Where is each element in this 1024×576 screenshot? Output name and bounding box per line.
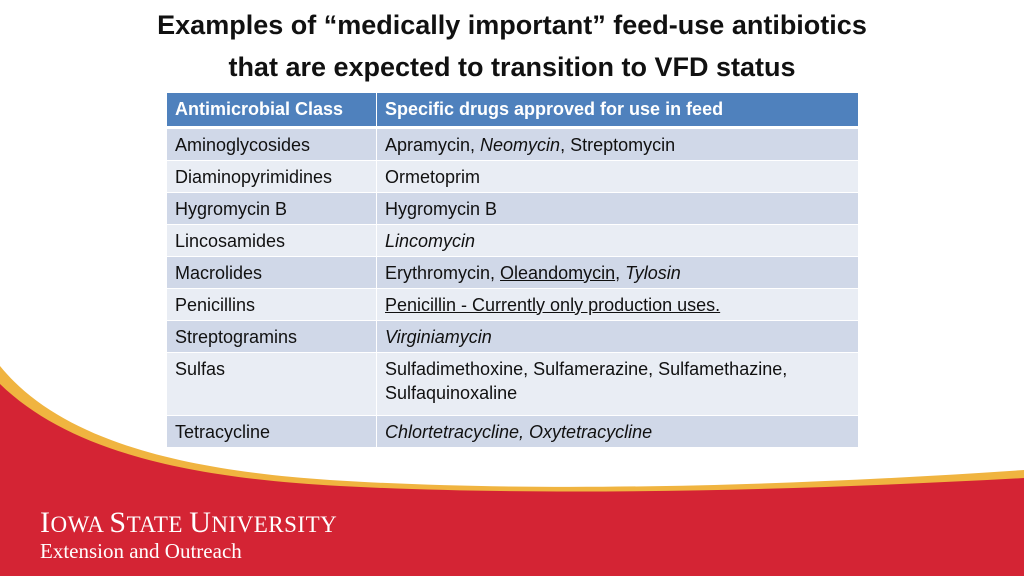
table-row <box>167 289 859 321</box>
drugs-cell <box>377 289 859 321</box>
class-cell: Streptogramins <box>167 321 377 353</box>
university-name-part: TATE <box>126 512 190 537</box>
drug-text: Penicillin - Currently only production uses. <box>385 294 721 315</box>
title-line-1: Examples of “medically important” feed-use antibiotics <box>157 10 867 40</box>
antibiotics-table <box>166 92 859 448</box>
drugs-cell <box>377 193 859 225</box>
class-cell: Diaminopyrimidines <box>167 161 377 193</box>
drug-text: , <box>615 262 626 283</box>
university-name-part: S <box>109 506 127 539</box>
class-cell: Penicillins <box>167 289 377 321</box>
drug-text: Lincomycin <box>385 230 476 251</box>
drugs-cell <box>377 353 859 416</box>
drug-text: Apramycin, <box>385 134 481 155</box>
drugs-cell <box>377 416 859 448</box>
table-row <box>167 257 859 289</box>
university-name-part: I <box>40 506 51 539</box>
class-cell: Hygromycin B <box>167 193 377 225</box>
drugs-cell <box>377 161 859 193</box>
title-line-2: that are expected to transition to VFD status <box>228 52 796 82</box>
drugs-cell <box>377 321 859 353</box>
table-row <box>167 193 859 225</box>
extension-outreach-label: Extension and Outreach <box>40 539 242 563</box>
drugs-cell <box>377 225 859 257</box>
drug-text: Hygromycin B <box>385 198 498 219</box>
university-name-part: NIVERSITY <box>211 512 338 537</box>
table-row <box>167 161 859 193</box>
drugs-cell <box>377 257 859 289</box>
drug-text: Neomycin <box>480 134 561 155</box>
class-cell: Sulfas <box>167 353 377 416</box>
drug-text: , Streptomycin <box>560 134 676 155</box>
drug-text: Ormetoprim <box>385 166 481 187</box>
drug-text: Sulfadimethoxine, Sulfamerazine, Sulfamethazine, Sulfaquinoxaline <box>385 359 788 403</box>
drug-text: Tylosin <box>625 262 681 283</box>
class-cell: Aminoglycosides <box>167 128 377 161</box>
university-name-part: OWA <box>50 512 110 537</box>
drug-text: Erythromycin, <box>385 262 501 283</box>
table-row <box>167 225 859 257</box>
drugs-cell <box>377 128 859 161</box>
table-row <box>167 321 859 353</box>
header-antimicrobial-class: Antimicrobial Class <box>167 93 377 128</box>
table-row <box>167 353 859 416</box>
slide-title <box>40 4 984 88</box>
header-specific-drugs: Specific drugs approved for use in feed <box>377 93 859 128</box>
table-row <box>167 416 859 448</box>
drug-text: Chlortetracycline, Oxytetracycline <box>385 421 653 442</box>
class-cell: Lincosamides <box>167 225 377 257</box>
university-name-part: U <box>189 506 212 539</box>
class-cell: Macrolides <box>167 257 377 289</box>
drug-text: Virginiamycin <box>385 326 492 347</box>
class-cell: Tetracycline <box>167 416 377 448</box>
drug-text: Oleandomycin <box>500 262 616 283</box>
table-header-row <box>167 93 859 128</box>
table-body <box>167 128 859 448</box>
university-name <box>40 508 337 540</box>
table-row <box>167 128 859 161</box>
